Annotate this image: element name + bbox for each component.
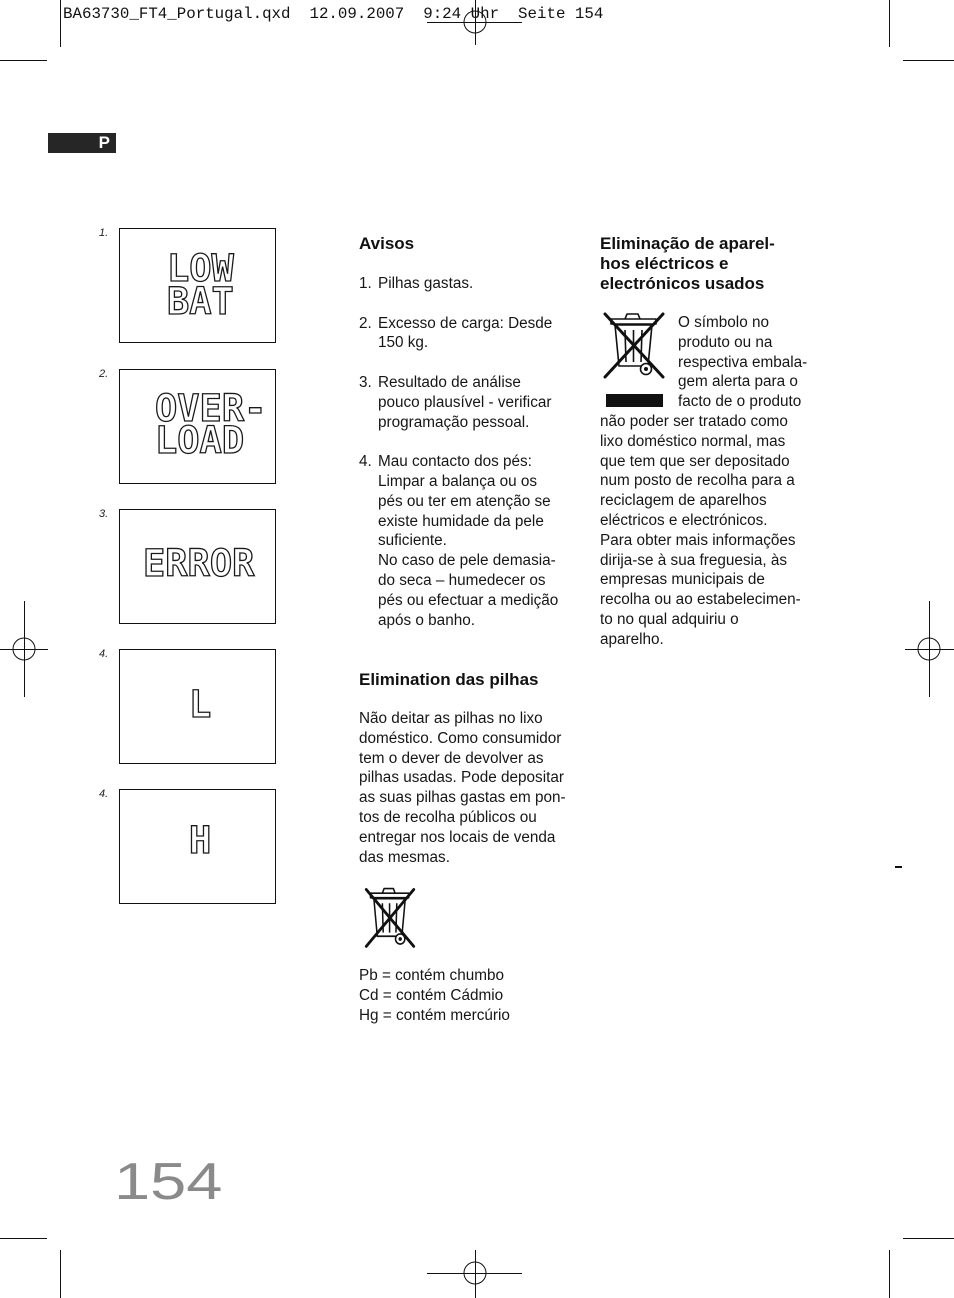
warning-number: 2. (359, 314, 372, 332)
warnings-title: Avisos (359, 234, 415, 253)
warning-text-line: Mau contacto dos pés: (378, 453, 532, 471)
warning-item (359, 274, 574, 294)
weee-text-line: que tem que ser depositado (600, 452, 790, 470)
lcd-display-overload (119, 369, 276, 484)
crop-mark-bottom-left (0, 1239, 61, 1298)
warning-text-line: existe humidade da pele (378, 512, 544, 530)
battery-disposal-text (359, 709, 566, 867)
crossed-out-wheelie-bin-icon (362, 884, 418, 950)
weee-title (600, 234, 775, 294)
weee-text-line: recolha ou ao estabelecimen- (600, 591, 801, 609)
weee-text-line: eléctricos e electrónicos. (600, 511, 768, 529)
bin-lid (370, 893, 408, 898)
display-label: 4. (99, 788, 109, 800)
battery-text-line: tem o dever de devolver as (359, 749, 544, 767)
warning-text-line: No caso de pele demasia- (378, 552, 556, 570)
weee-text-line: O símbolo no (678, 314, 769, 331)
page-number: 154 (114, 1153, 223, 1211)
bin-lid (611, 319, 656, 324)
crop-mark-bottom-right (890, 1239, 954, 1298)
battery-text-line: entregar nos locais de venda (359, 828, 556, 846)
lcd-text: BAT (167, 279, 234, 323)
weee-title-line: hos eléctricos e (600, 254, 729, 273)
lcd-text: LOW (167, 246, 234, 290)
warning-number: 1. (359, 275, 372, 292)
crop-mark-top-left (0, 0, 61, 61)
warning-number: 3. (359, 373, 372, 391)
battery-chemical-legend (359, 966, 510, 1025)
lcd-display-error (119, 509, 276, 624)
lcd-text: ERROR (143, 541, 255, 585)
printer-slug-line: BA63730_FT4_Portugal.qxd 12.09.2007 9:24 Uhr Seite 154 (63, 5, 604, 23)
battery-text-line: pilhas usadas. Pode depositar (359, 769, 564, 787)
legend-line: Pb = contém chumbo (359, 967, 504, 984)
lcd-text: OVER- (155, 386, 267, 430)
bin-wheel-hub (644, 367, 648, 371)
warning-number: 4. (359, 453, 372, 471)
battery-text-line: doméstico. Como consumidor (359, 729, 562, 747)
warning-item (359, 373, 574, 432)
weee-text-line: produto ou na (678, 333, 773, 351)
warning-item (359, 314, 574, 354)
weee-intro-text (678, 313, 807, 412)
battery-disposal-title: Elimination das pilhas (359, 670, 539, 689)
warning-text-line: após o banho. (378, 611, 475, 629)
margin-tick (895, 866, 902, 868)
lcd-text: LOAD (155, 418, 245, 462)
warning-text-line: Excesso de carga: Desde (378, 314, 553, 332)
crop-mark-top-right (890, 0, 954, 61)
weee-text-line: reciclagem de aparelhos (600, 492, 767, 510)
battery-text-line: das mesmas. (359, 848, 450, 866)
warning-text-line: suficiente. (378, 532, 447, 550)
weee-body-text (600, 412, 801, 650)
weee-text-line: respectiva embala- (678, 353, 808, 371)
warning-text-line: Pilhas gastas. (378, 275, 474, 292)
lcd-text: H (189, 818, 212, 862)
weee-text-line: não poder ser tratado como (600, 413, 788, 430)
display-label: 1. (99, 227, 109, 239)
lcd-display-low-bat (119, 228, 276, 343)
warning-text-line: pouco plausível - verificar (378, 393, 552, 411)
weee-text-line: to no qual adquiriu o (600, 610, 739, 628)
legend-line: Hg = contém mercúrio (359, 1006, 510, 1024)
legend-line: Cd = contém Cádmio (359, 986, 504, 1004)
warning-text-line: pés ou efectuar a medição (378, 591, 559, 609)
display-label: 4. (99, 648, 109, 660)
registration-mark-right (905, 601, 954, 697)
bin-wheel-hub (398, 937, 401, 941)
language-tab-label: P (98, 133, 110, 152)
weee-text-line: facto de o produto (678, 393, 802, 411)
battery-text-line: as suas pilhas gastas em pon- (359, 789, 566, 807)
weee-text-line: Para obter mais informações (600, 531, 796, 549)
weee-text-line: dirija-se à sua freguesia, às (600, 551, 788, 569)
weee-text-line: aparelho. (600, 630, 664, 648)
warning-text-line: do seca – humedecer os (378, 571, 546, 589)
warning-text-line: pés ou ter em atenção se (378, 492, 551, 510)
language-tab (48, 133, 116, 153)
lcd-display-l (119, 649, 276, 764)
weee-black-bar (606, 394, 663, 407)
warning-text-line: Limpar a balança ou os (378, 472, 538, 490)
weee-text-line: gem alerta para o (678, 373, 798, 391)
weee-text-line: empresas municipais de (600, 571, 765, 589)
warning-text-line: Resultado de análise (378, 373, 521, 391)
display-label: 2. (99, 368, 109, 380)
warning-text-line: programação pessoal. (378, 413, 530, 431)
registration-mark-left (0, 601, 48, 697)
warning-item (359, 452, 574, 630)
weee-title-line: Eliminação de aparel- (600, 234, 775, 253)
warning-text-line: 150 kg. (378, 334, 429, 352)
display-label: 3. (99, 508, 109, 520)
lcd-text: L (189, 682, 212, 726)
lcd-display-h (119, 789, 276, 904)
warnings-list (359, 274, 574, 630)
weee-text-line: lixo doméstico normal, mas (600, 432, 786, 450)
weee-title-line: electrónicos usados (600, 274, 765, 293)
battery-text-line: Não deitar as pilhas no lixo (359, 710, 543, 727)
registration-mark-bottom (427, 1250, 522, 1298)
weee-text-line: num posto de recolha para a (600, 472, 795, 490)
crossed-out-wheelie-bin-icon (601, 309, 667, 381)
battery-text-line: tos de recolha públicos ou (359, 808, 537, 826)
